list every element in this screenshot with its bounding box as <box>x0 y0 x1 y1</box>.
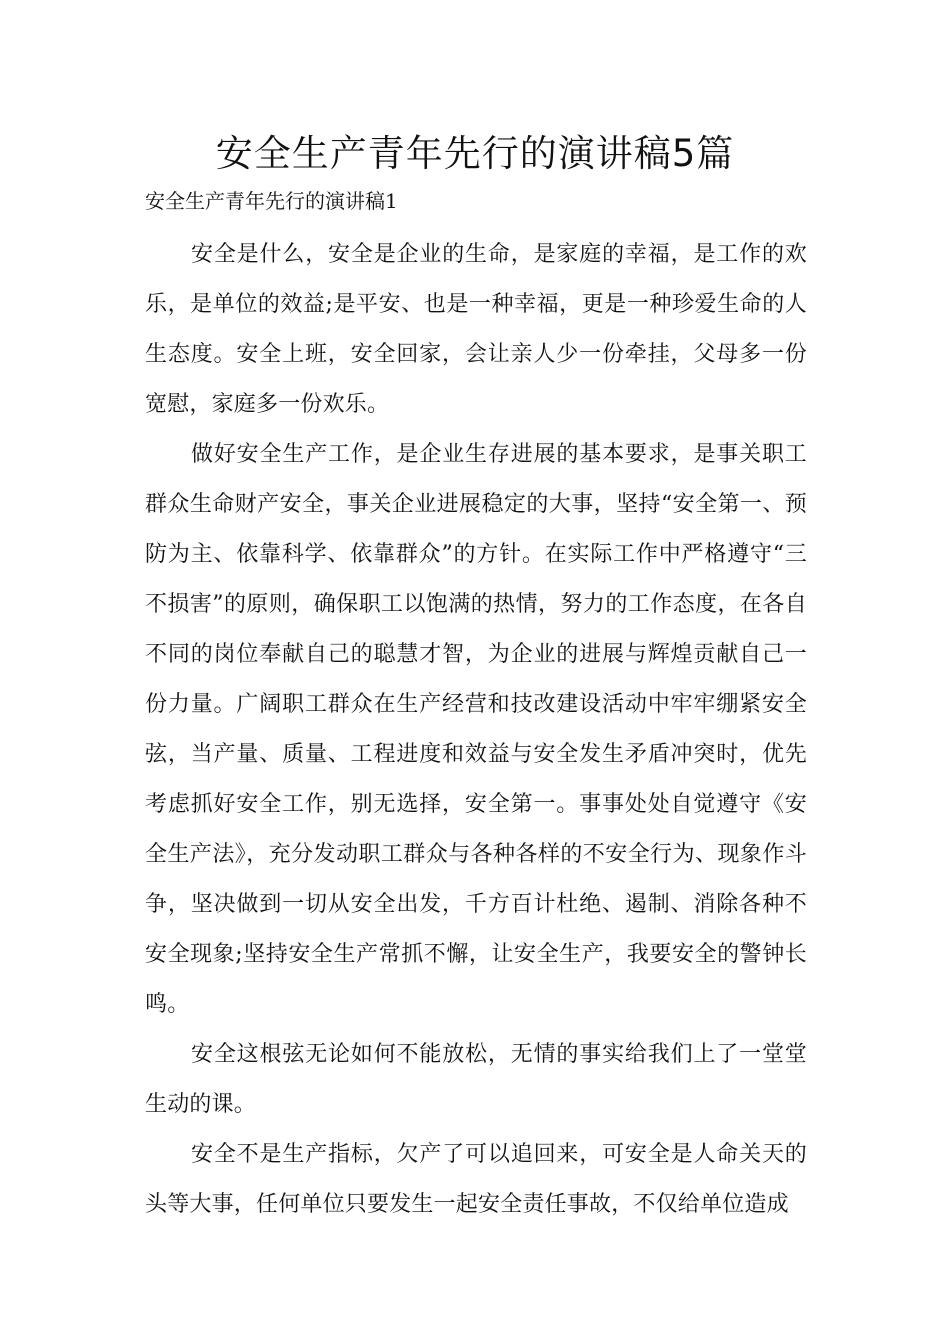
paragraph-1: 安全是什么，安全是企业的生命，是家庭的幸福，是工作的欢乐，是单位的效益;是平安、也是一种幸福，更是一种珍爱生命的人生态度。安全上班，安全回家，会让亲人少一份牵挂，父母多一份宽慰，家庭多一份欢乐。 <box>145 242 807 417</box>
document-title: 安全生产青年先行的演讲稿5篇 <box>215 132 735 175</box>
paragraph-3: 安全这根弦无论如何不能放松，无情的事实给我们上了一堂堂生动的课。 <box>145 1042 807 1117</box>
paragraph-4: 安全不是生产指标，欠产了可以追回来，可安全是人命关天的头等大事，任何单位只要发生一起安全责任事故，不仅给单位造成 <box>145 1142 807 1217</box>
document-body <box>145 230 807 1230</box>
section-subtitle: 安全生产青年先行的演讲稿1 <box>145 189 398 213</box>
paragraph-2: 做好安全生产工作，是企业生存进展的基本要求，是事关职工群众生命财产安全，事关企业进展稳定的大事，坚持“安全第一、预防为主、依靠科学、依靠群众”的方针。在实际工作中严格遵守“三不损害”的原则，确保职工以饱满的热情，努力的工作态度，在各自不同的岗位奉献自己的聪慧才智，为企业的进展与辉煌贡献自己一份力量。广阔职工群众在生产经营和技改建设活动中牢牢绷紧安全弦，当产量、质量、工程进度和效益与安全发生矛盾冲突时，优先考虑抓好安全工作，别无选择，安全第一。事事处处自觉遵守《安全生产法》，充分发动职工群众与各种各样的不安全行为、现象作斗争，坚决做到一切从安全出发，千方百计杜绝、遏制、消除各种不安全现象;坚持安全生产常抓不懈，让安全生产，我要安全的警钟长鸣。 <box>145 442 807 1017</box>
